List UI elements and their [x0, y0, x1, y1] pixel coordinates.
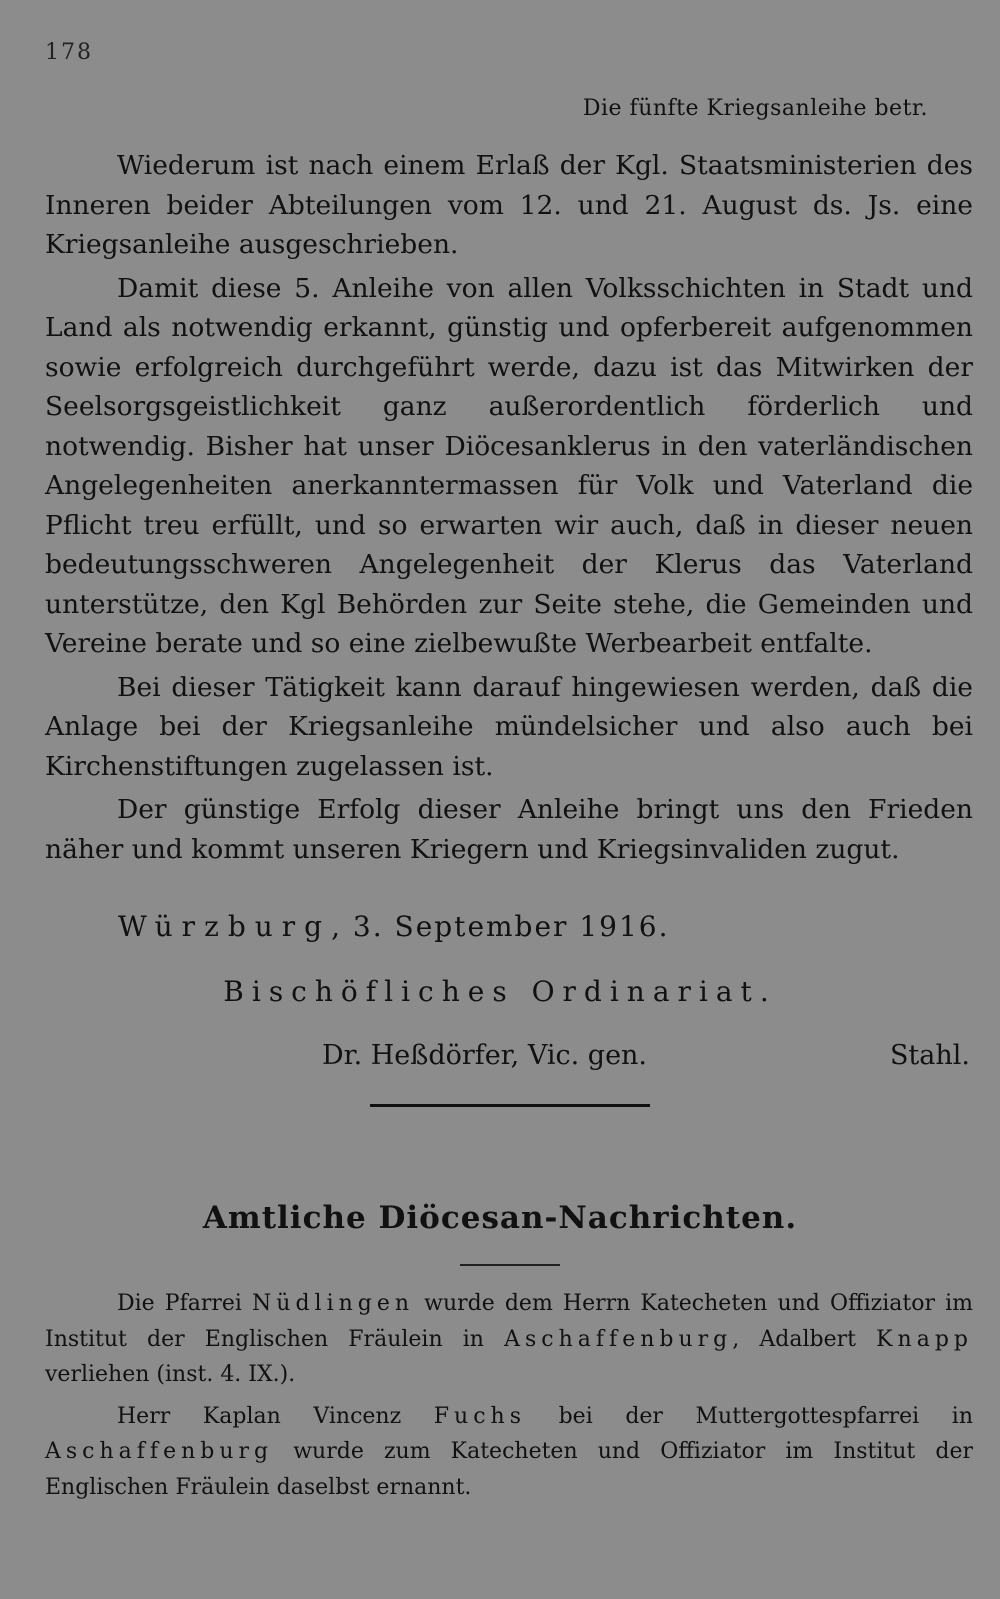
paragraph-4: Der günstige Erfolg dieser Anleihe bringt uns den Frieden näher und kommt unseren Kriegern und Kriegsinvaliden zugut.: [45, 794, 973, 865]
news-item-1-text-b: wurde dem Herrn Katecheten und Offiziator im Institut der Englischen Fräulein in: [45, 1291, 973, 1352]
section-divider: [370, 1104, 650, 1107]
news-item-1-text-d: verliehen (inst. 4. IX.).: [45, 1362, 296, 1387]
paragraph-3: Bei dieser Tätigkeit kann darauf hingewiesen werden, daß die Anlage bei der Kriegsanleihe mündelsicher und also auch bei Kirchenstiftungen zugelassen ist.: [45, 671, 973, 782]
news-item-2-text-a: Herr Kaplan Vincenz: [117, 1403, 434, 1429]
signer: Dr. Heßdörfer, Vic. gen.: [322, 1040, 648, 1071]
paragraph-1: Wiederum ist nach einem Erlaß der Kgl. Staatsministerien des Inneren beider Abteilungen vom 12. und 21. August ds. Js. eine Kriegsanleihe ausgeschrieben.: [45, 150, 973, 260]
person-surname: Fuchs: [433, 1403, 526, 1429]
date: , 3. September 1916.: [331, 910, 670, 943]
paragraph-2: Damit diese 5. Anleihe von allen Volksschichten in Stadt und Land als notwendig erkannt, günstig und opferbereit aufgenommen sowie erfolgreich durchgeführt werde, dazu ist das Mitwirken der Seelsorgsgeistlichkeit ganz außerordentlich förderlich und notwendig. Bisher hat unser Diöcesanklerus in den vaterländischen Angelegenheiten anerkanntermassen für Volk und Vaterland die Pflicht treu erfüllt, und so erwarten wir auch, daß in dieser neuen bedeutungsschweren Angelegenheit der Klerus das Vaterland unterstütze, den Kgl Behörden zur Seite stehe, die Gemeinden und Vereine berate und so eine zielbewußte Werbearbeit entfalte.: [45, 272, 973, 659]
title-underline: [460, 1264, 560, 1266]
issuer: Bischöfliches Ordinariat.: [223, 975, 777, 1008]
town-name: Aschaffenburg: [45, 1439, 274, 1464]
section-title: Amtliche Diöcesan-Nachrichten.: [202, 1200, 798, 1236]
news-item-1-text-a: Die Pfarrei: [117, 1291, 253, 1316]
news-item-1: [45, 1286, 973, 1393]
countersigner: Stahl.: [889, 1040, 970, 1071]
diocesan-news: [45, 1286, 973, 1511]
news-item-2: [45, 1399, 973, 1506]
person-surname: Knapp: [876, 1326, 973, 1352]
town-name: Aschaffenburg: [504, 1326, 733, 1352]
parish-name: Nüdlingen: [252, 1291, 415, 1316]
decree-body: [45, 146, 973, 873]
page-number: 178: [45, 40, 93, 65]
news-item-2-text-c: wurde zum Katecheten und Offiziator im Institut der Englischen Fräulein daselbst ernannt.: [45, 1439, 973, 1500]
news-item-1-text-c: , Adalbert: [732, 1326, 877, 1352]
place-name: Würzburg: [118, 910, 332, 943]
place-date-line: [118, 910, 670, 943]
running-head: Die fünfte Kriegsanleihe betr.: [582, 96, 928, 121]
news-item-2-text-b: bei der Muttergottespfarrei in: [526, 1403, 973, 1429]
